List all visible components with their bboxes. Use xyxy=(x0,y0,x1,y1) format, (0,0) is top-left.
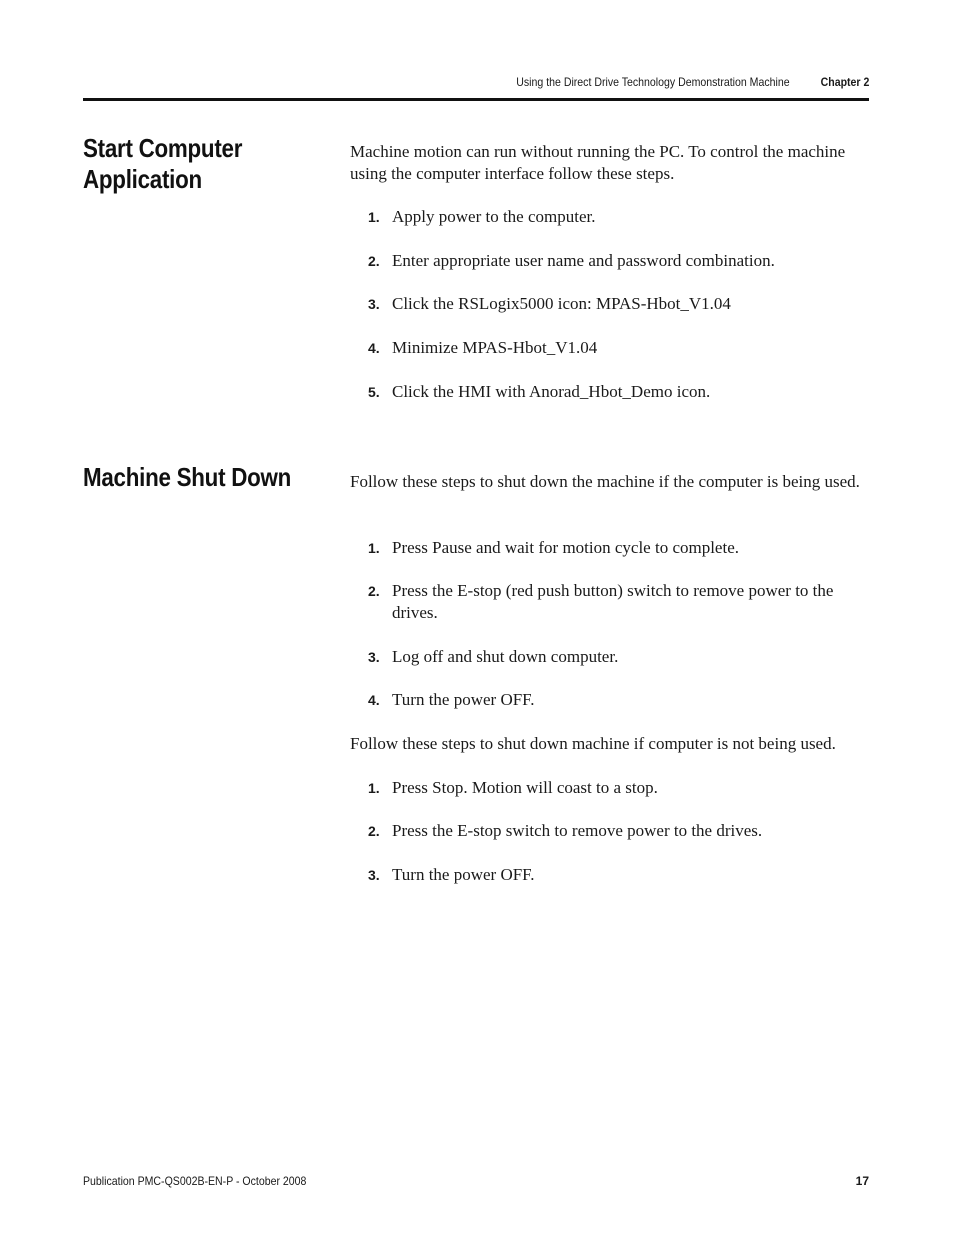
step-number: 5. xyxy=(368,384,380,400)
chapter-label: Chapter 2 xyxy=(820,75,869,89)
step-number: 4. xyxy=(368,340,380,356)
shutdown-intro-paragraph: Follow these steps to shut down the machine if the computer is being used. xyxy=(350,472,860,491)
step-text: Enter appropriate user name and password combination. xyxy=(392,251,775,270)
shutdown-step-2 xyxy=(368,580,872,624)
shutdown-intro-paragraph-2: Follow these steps to shut down machine if computer is not being used. xyxy=(350,734,836,753)
shutdown-step-4 xyxy=(368,689,872,711)
step-number: 2. xyxy=(368,583,380,599)
step-number: 2. xyxy=(368,823,380,839)
start-intro-paragraph: Machine motion can run without running the PC. To control the machine using the computer interface follow these steps. xyxy=(350,142,846,183)
start-step-2 xyxy=(368,250,872,272)
step-number: 1. xyxy=(368,540,380,556)
shutdown-alt-step-2 xyxy=(368,820,872,842)
step-text: Press Stop. Motion will coast to a stop. xyxy=(392,778,658,797)
shutdown-step-3 xyxy=(368,646,872,668)
running-title: Using the Direct Drive Technology Demonstration Machine xyxy=(516,75,790,89)
step-number: 3. xyxy=(368,296,380,312)
step-number: 3. xyxy=(368,649,380,665)
step-number: 4. xyxy=(368,692,380,708)
step-text: Press the E-stop switch to remove power to the drives. xyxy=(392,821,763,840)
step-text: Turn the power OFF. xyxy=(392,865,535,884)
shutdown-step-1 xyxy=(368,537,872,559)
step-number: 2. xyxy=(368,253,380,269)
step-text: Click the HMI with Anorad_Hbot_Demo icon. xyxy=(392,382,711,401)
section-heading-start-computer-application: Start Computer Application xyxy=(83,133,243,194)
publication-footer: Publication PMC-QS002B-EN-P - October 2008 xyxy=(83,1174,307,1188)
page-number: 17 xyxy=(855,1174,869,1188)
step-text: Press Pause and wait for motion cycle to complete. xyxy=(392,538,739,557)
start-step-5 xyxy=(368,381,872,403)
page-header xyxy=(83,74,869,101)
step-text: Click the RSLogix5000 icon: MPAS-Hbot_V1.04 xyxy=(392,294,731,313)
step-text: Turn the power OFF. xyxy=(392,690,535,709)
step-text: Log off and shut down computer. xyxy=(392,647,619,666)
start-step-1 xyxy=(368,206,872,228)
step-text: Apply power to the computer. xyxy=(392,207,596,226)
section-heading-machine-shut-down: Machine Shut Down xyxy=(83,462,292,492)
start-step-3 xyxy=(368,293,872,315)
start-step-4 xyxy=(368,337,872,359)
step-number: 1. xyxy=(368,780,380,796)
step-number: 1. xyxy=(368,209,380,225)
shutdown-alt-step-1 xyxy=(368,777,872,799)
step-text: Minimize MPAS-Hbot_V1.04 xyxy=(392,338,598,357)
step-text: Press the E-stop (red push button) switch to remove power to the drives. xyxy=(392,581,834,622)
shutdown-alt-step-3 xyxy=(368,864,872,886)
step-number: 3. xyxy=(368,867,380,883)
